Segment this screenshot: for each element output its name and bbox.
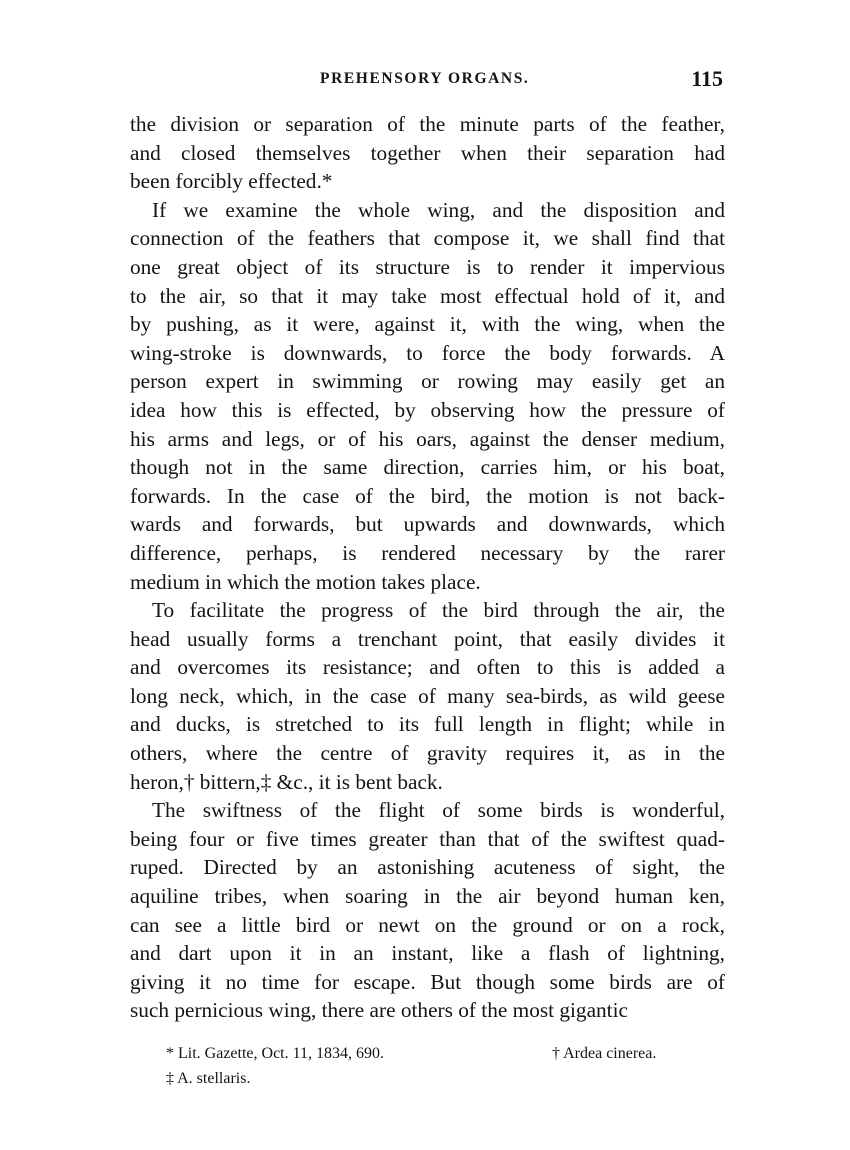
text-line: been forcibly effected.* <box>130 169 333 194</box>
text-line: wards and forwards, but upwards and downwards, which <box>130 512 725 537</box>
text-line: by pushing, as it were, against it, with the wing, when the <box>130 312 725 337</box>
text-line: person expert in swimming or rowing may easily get an <box>130 369 725 394</box>
text-line: one great object of its structure is to render it impervious <box>130 254 725 279</box>
paragraph <box>130 196 725 596</box>
paragraph <box>130 110 725 196</box>
text-line: and ducks, is stretched to its full length in flight; while in <box>130 712 725 737</box>
text-line: his arms and legs, or of his oars, against the denser medium, <box>130 426 725 451</box>
text-line: wing-stroke is downwards, to force the body forwards. A <box>130 340 725 365</box>
text-line: idea how this is effected, by observing how the pressure of <box>130 397 725 422</box>
text-line: the division or separation of the minute parts of the feather, <box>130 112 725 136</box>
footnote-dagger: † Ardea cinerea. <box>552 1045 657 1062</box>
text-line: head usually forms a trenchant point, that easily divides it <box>130 626 725 651</box>
text-line: heron,† bittern,‡ &c., it is bent back. <box>130 769 443 794</box>
text-line: medium in which the motion takes place. <box>130 569 481 594</box>
text-line: connection of the feathers that compose it, we shall find that <box>130 226 725 251</box>
text-line: and closed themselves together when their separation had <box>130 140 725 165</box>
text-line: such pernicious wing, there are others of the most gigantic <box>130 998 628 1023</box>
footnote-row <box>166 1041 726 1066</box>
paragraph <box>130 596 725 796</box>
text-line: If we examine the whole wing, and the disposition and <box>152 197 725 222</box>
footnotes <box>166 1041 726 1091</box>
text-line: to the air, so that it may take most effectual hold of it, and <box>130 283 725 308</box>
footnote-row <box>166 1066 726 1091</box>
body-text <box>130 110 725 1025</box>
text-line: difference, perhaps, is rendered necessary by the rarer <box>130 540 725 565</box>
text-line: being four or five times greater than that of the swiftest quad- <box>130 826 725 851</box>
page-number: 115 <box>691 66 723 91</box>
footnote-star: * Lit. Gazette, Oct. 11, 1834, 690. <box>166 1045 385 1062</box>
text-line: forwards. In the case of the bird, the motion is not back- <box>130 483 725 508</box>
text-line: giving it no time for escape. But though some birds are of <box>130 969 725 994</box>
footnote-double-dagger: ‡ A. stellaris. <box>166 1070 251 1087</box>
text-line: and dart upon it in an instant, like a flash of lightning, <box>130 941 725 966</box>
text-line: though not in the same direction, carries him, or his boat, <box>130 455 725 480</box>
text-line: The swiftness of the flight of some birds is wonderful, <box>152 798 725 823</box>
running-head: PREHENSORY ORGANS. <box>320 70 530 87</box>
text-line: others, where the centre of gravity requires it, as in the <box>130 741 725 766</box>
text-line: long neck, which, in the case of many sea-birds, as wild geese <box>130 683 725 708</box>
text-line: can see a little bird or newt on the ground or on a rock, <box>130 912 725 937</box>
page-header <box>130 66 725 100</box>
text-line: To facilitate the progress of the bird through the air, the <box>152 598 725 623</box>
text-line: ruped. Directed by an astonishing acuteness of sight, the <box>130 855 725 880</box>
paragraph <box>130 796 725 1025</box>
text-line: aquiline tribes, when soaring in the air beyond human ken, <box>130 884 725 909</box>
text-line: and overcomes its resistance; and often to this is added a <box>130 655 725 680</box>
